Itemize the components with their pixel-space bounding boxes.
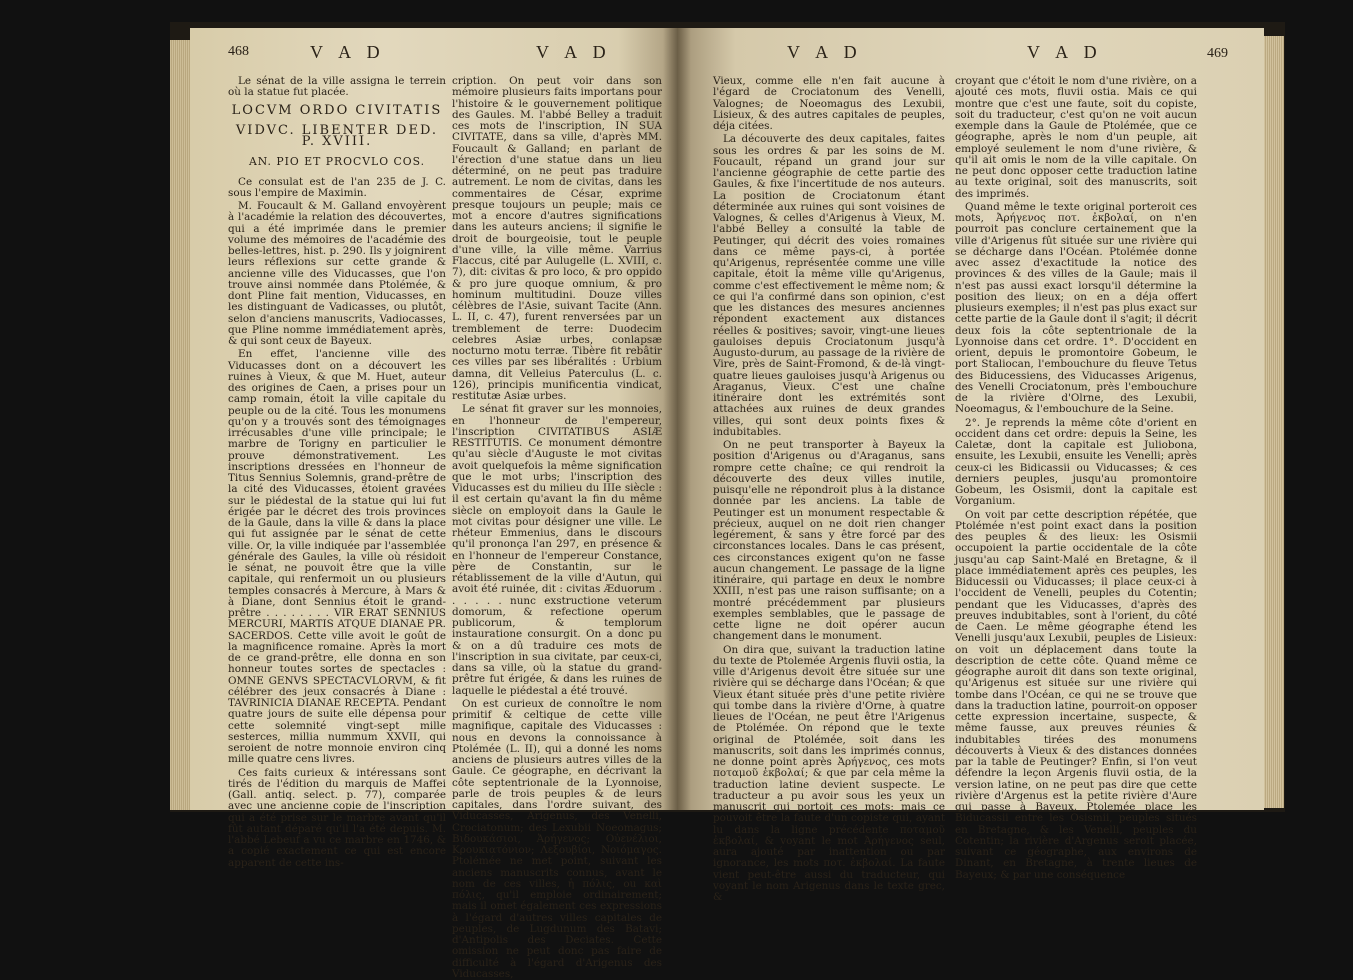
paragraph: Ce consulat est de l'an 235 de J. C. sous l'empire de Maximin.: [228, 175, 446, 199]
inscription-line: VIDVC. LIBENTER DED. P. XVIII.: [235, 122, 439, 149]
book-edge-right: [1262, 36, 1284, 808]
inscription: [228, 102, 446, 169]
paragraph: 2°. Je reprends la même côte d'orient en occident dans cet ordre: depuis la Seine, les Caletæ, dont la capitale est Juliobona, ensuite, les Lexubii, ensuite les Venelli; après ceux-ci les Bidicassii ou Viducasses; & ces derniers peuples, jusqu'au promontoire Gobeum, les Osismii, dont la capitale est Vorganium.: [955, 416, 1197, 508]
inscription-line: AN. PIO ET PROCVLO COS.: [248, 155, 426, 169]
paragraph: Le sénat de la ville assigna le terrein où la statue fut placée.: [228, 75, 446, 99]
paragraph: En effet, l'ancienne ville des Viducasses dont on a découvert les ruines à Vieux, & que M. Huet, auteur des origines de Caen, a prises pour un camp romain, étoit la ville capitale du peuple ou de la cité. Tous les monumens qu'on y a trouvés sont des témoignages irrécusables d'une ville principale; le marbre de Torigny en particulier le prouve démonstrativement. Les inscriptions dressées en l'honneur de Titus Sennius Solemnis, grand-prêtre de la cité des Viducasses, étoient gravées sur le piédestal de la statue qui lui fut érigée par le décret des trois provinces de la Gaule, dans la ville & dans la place qui fut assignée par le sénat de cette ville. Or, la ville indiquée par l'assemblée générale des Gaules, la ville où résidoit le sénat, ne pouvoit être que la ville capitale, qui renfermoit un ou plusieurs temples consacrés à Mercure, à Mars & à Diane, dont Sennius étoit le grand-prêtre . . . . . . . . VIR ERAT SENNIUS MERCURI, MARTIS ATQUE DIANAE PR. SACERDOS. Cette ville avoit le goût de la magnificence romaine. Après la mort de ce grand-prêtre, elle donna en son honneur toutes sortes de spectacles : OMNE GENVS SPECTACVLORVM, & fit célébrer des jeux consacrés à Diane : TAVRINICIA DIANAE RECEPTA. Pendant quatre jours de suite elle dépensa pour cette solemnité vingt-sept mille sesterces, millia nummum XXVII, qui seroient de notre monnoie environ cinq mille quatre cens livres.: [228, 348, 446, 766]
paragraph: La découverte des deux capitales, faites sous les ordres & par les soins de M. Foucault, répand un grand jour sur l'ancienne géographie de cette partie des Gaules, & fixe l'incertitude de nos auteurs. La position de Crociatonum étant déterminée aux ruines qui sont voisines de Valognes, & celles d'Arigenus à Vieux, M. l'abbé Belley a consulté la table de Peutinger, qui décrit des voies romaines dans ce même pays-ci, à portée qu'Arigenus, représentée comme une ville capitale, étoit la même ville qu'Arigenus, comme c'est effectivement le même nom; & ce qui l'a confirmé dans son opinion, c'est que les distances des mesures anciennes répondent exactement aux distances réelles & positives; savoir, vingt-une lieues gauloises depuis Crociatonum jusqu'à Augusto-durum, au passage de la rivière de Vire, près de Saint-Fromond, & de-là vingt-quatre lieues gauloises jusqu'à Arigenus ou Araganus, Vieux. C'est une chaîne itinéraire dont les extrémités sont attachées aux ruines de deux grandes villes, qui sont deux points fixes & indubitables.: [713, 133, 945, 438]
running-head-left-1: V A D: [310, 42, 386, 62]
paragraph: On est curieux de connoître le nom primitif & celtique de cette ville magnifique, capitale des Viducasses : nous en devons la connoissance à Ptolémée (L. II), qui a donné les noms anciens de plusieurs autres villes de la Gaule. Ce géographe, en décrivant la côte septentrionale de la Lyonnoise, parle de trois peuples & de leurs capitales, dans l'ordre suivant, des Viducasses, Arigenus, des Venelli, Crociatonum; des Lexubii Noeomagus; Βιδουκάσιοι, Ἀρήγενος; Οὐενέλιοι, Κρουκιατόνιον; Λεξουβίοι, Νοιόμαγος. Ptolémée ne met point, suivant les anciens manuscrits connus, avant le nom de ces villes, ἡ πόλις, ou καὶ πόλις, qu'il emploie ordinairement; mais il omet également ces expressions à l'égard d'autres villes capitales de peuples, de Lugdunum des Batavi; d'Antipolis des Deciates. Cette omission ne peut donc pas faire de difficulté à l'égard d'Arigenus des Viducasses,: [452, 697, 662, 980]
paragraph: On dira que, suivant la traduction latine du texte de Ptolemée Argenis fluvii ostia, la ville d'Arigenus devoit être située sur une rivière qui se décharge dans l'Océan; & que Vieux étant située près d'une petite rivière qui tombe dans la rivière d'Orne, à quatre lieues de l'Océan, ne peut être l'Arigenus de Ptolémée. On répond que le texte original de Ptolémée, soit dans les manuscrits, soit dans les imprimés connus, ne donne point après Ἀρήγενος, ces mots ποταμοῦ ἐκβολαί; & que par cela même la traduction latine devient suspecte. Le traducteur a pu avoir sous les yeux un manuscrit qui portoit ces mots; mais ce pouvoit être la faute d'un copiste qui, ayant lu dans la ligne précédente ποταμοῦ ἐκβολαί, & voyant le mot Ἀρήγενος seul, aura ajouté par inattention ou par ignorance, les mots ποτ. ἐκβολαί. La faute vient peut-être aussi du traducteur, qui voyant le nom Arigenus dans le texte grec, &: [713, 643, 945, 903]
paragraph: Vieux, comme elle n'en fait aucune à l'égard de Crociatonum des Venelli, Valognes; de Noeomagus des Lexubii, Lisieux, & des autres capitales de peuples, déja citées.: [713, 75, 945, 132]
page-number-left: 468: [228, 44, 249, 59]
running-head-left-2: V A D: [536, 42, 612, 62]
right-page: [677, 28, 1264, 903]
left-page: [190, 28, 677, 980]
left-column-2: [452, 75, 662, 980]
left-column-1: [228, 75, 446, 869]
right-column-2: [955, 75, 1197, 881]
paragraph: cription. On peut voir dans son mémoire plusieurs faits importans pour l'histoire & le gouvernement politique des Gaules. M. l'abbé Belley a traduit ces mots de l'inscription, IN SUA CIVITATE, dans sa ville, d'après MM. Foucault & Galland; en parlant de l'érection d'une statue dans un lieu déterminé, on ne peut pas traduire autrement. Le nom de civitas, dans les commentaires de César, exprime presque toujours un peuple; mais ce mot a encore d'autres significations dans les auteurs anciens; il signifie le droit de bourgeoisie, tout le peuple d'une ville, la ville même. Varrius Flaccus, cité par Aulugelle (L. XVIII, c. 7), dit: civitas & pro loco, & pro oppido & pro jure quoque omnium, & pro hominum multitudini. Douze villes célèbres de l'Asie, suivant Tacite (Ann. L. II, c. 47), furent renversées par un tremblement de terre: Duodecim celebres Asiæ urbes, conlapsæ nocturno motu terræ. Tibère fit rebâtir ces villes par ses libéralités : Urbium damna, dit Velleius Paterculus (L. c. 126), principis munificentia vindicat, restitutæ Asiæ urbes.: [452, 75, 662, 402]
paragraph: On voit par cette description répétée, que Ptolémée n'est point exact dans la position des peuples & des lieux: les Osismii occupoient la partie occidentale de la côte jusqu'au cap Saint-Malé en Bretagne, & il place immédiatement après ces peuples, les Biducessii ou Viducasses; il place ceux-ci à l'occident de Venelli, peuples du Cotentin; pendant que les Viducasses, d'après des preuves indubitables, sont à l'orient, du côté de Caen. Le même géographe étend les Venelli jusqu'aux Lexubii, peuples de Lisieux: on voit un déplacement dans toute la description de cette côte. Quand même ce géographe auroit dit dans son texte original, qu'Arigenus est située sur une rivière qui tombe dans l'Océan, ce qui ne se trouve que dans la traduction latine, pourroit-on opposer cette expression incertaine, suspecte, & même fausse, aux preuves réunies & indubitables tirées des monumens découverts à Vieux & des distances données par la table de Peutinger? Enfin, si l'on veut défendre la leçon Argenis fluvii ostia, de la version latine, on ne peut pas dire que cette rivière d'Argenus est la petite rivière d'Aure qui passe à Bayeux. Ptolemée place les Biducassii entre les Osismii, peuples situés en Bretagne, & les Venelli, peuples du Cotentin; la rivière d'Argenus seroit placée, suivant ce géographe, aux environs de Dinant, en Bretagne, à trente lieues de Bayeux; & par une conséquence: [955, 508, 1197, 881]
paragraph: Le sénat fit graver sur les monnoies, en l'honneur de l'empereur, l'inscription CIVITATIBUS ASIÆ RESTITUTIS. Ce monument démontre qu'au siècle d'Auguste le mot civitas avoit quelquefois la même signification que le mot urbs; l'inscription des Viducasses est du milieu du IIIe siècle : il est certain qu'avant la fin du même siècle on employoit dans la Gaule le mot civitas pour désigner une ville. Le rhéteur Emmenius, dans le discours qu'il prononça l'an 297, en présence & en l'honneur de l'empereur Constance, père de Constantin, sur le rétablissement de la ville d'Autun, qui avoit été ruinée, dit : civitas Æduorum . . . . . . nunc exstructione veterum domorum, & refectione operum publicorum, & templorum instauratione consurgit. On a donc pu & on a dû traduire ces mots de l'inscription in sua civitate, par ceux-ci, dans sa ville, où la statue du grand-prêtre fut érigée, & dans les ruines de laquelle le piédestal a été trouvé.: [452, 403, 662, 697]
running-head-right-1: V A D: [787, 42, 863, 62]
inscription-line: LOCVM ORDO CIVITATIS: [231, 102, 443, 118]
paragraph: Ces faits curieux & intéressans sont tirés de l'édition du marquis de Maffei (Gall. antiq. select. p. 77), comparée avec une ancienne copie de l'inscription qui a été prise sur le marbre avant qu'il fût autant déparé qu'il l'a été depuis. M. l'abbé Lebeuf a vu ce marbre en 1746, & a copié exactement ce qui est encore apparent de cette ins-: [228, 766, 446, 869]
page-number-right: 469: [1207, 46, 1228, 61]
book-gutter: [663, 28, 691, 810]
book-edge-left: [170, 40, 190, 810]
paragraph: On ne peut transporter à Bayeux la position d'Arigenus ou d'Araganus, sans rompre cette chaîne; ce qui rendroit la découverte des deux villes inutile, puisqu'elle ne répondroit plus à la distance donnée par les anciens. La table de Peutinger est un monument respectable & précieux, auquel on ne doit rien changer legérement, & sans y être forcé par des circonstances locales. Dans le cas présent, ces circonstances exigent qu'on ne fasse aucun changement. Le passage de la ligne itinéraire, qui partage en deux le nombre XXIII, n'est pas une raison suffisante; on a montré précédemment par plusieurs exemples semblables, que le passage de cette ligne ne doit opérer aucun changement dans le monument.: [713, 439, 945, 643]
paragraph: M. Foucault & M. Galland envoyèrent à l'académie la relation des découvertes, qui a été imprimée dans le premier volume des mémoires de l'académie des belles-lettres, hist. p. 290. Ils y joignirent leurs réflexions sur cette grande & ancienne ville des Viducasses, que l'on trouve ainsi nommée dans Ptolémée, & dont Pline fait mention, Viducasses, en les distinguant de Vadicasses, ou plutôt, selon d'anciens manuscrits, Vadiocasses, que Pline nomme immédiatement après, & qui sont ceux de Bayeux.: [228, 200, 446, 347]
running-head-right-2: V A D: [1027, 42, 1103, 62]
paragraph: croyant que c'étoit le nom d'une rivière, on a ajouté ces mots, fluvii ostia. Mais ce qui montre que c'est une faute, soit du copiste, soit du traducteur, c'est qu'on ne voit aucun exemple dans la Gaule de Ptolémée, que ce géographe, après le nom d'un peuple, ait employé seulement le nom d'une rivière, & qu'il ait omis le nom de la ville capitale. On ne peut donc opposer cette traduction latine au texte original, soit des manuscrits, soit des imprimés.: [955, 75, 1197, 200]
right-column-1: [713, 75, 945, 903]
paragraph: Quand même le texte original porteroit ces mots, Ἀρήγενος ποτ. ἐκβολαί, on n'en pourroit pas conclure certainement que la ville d'Arigenus fût située sur une rivière qui se décharge dans l'Océan. Ptolémée donne avec assez d'exactitude la notice des provinces & des villes de la Gaule; mais il n'est pas aussi exact lorsqu'il détermine la position des lieux; on en a déja offert plusieurs exemples; il n'est pas plus exact sur cette partie de la Gaule dont il s'agit; il décrit deux fois la côte septentrionale de la Lyonnoise dans cet ordre. 1°. D'occident en orient, depuis le promontoire Gobeum, le port Staliocan, l'embouchure du fleuve Tetus des Biducessiens, des Viducasses Arigenus, des Venelli Crociatonum, près l'embouchure de la rivière d'Olrne, des Lexubii, Noeomagus, & l'embouchure de la Seine.: [955, 200, 1197, 416]
